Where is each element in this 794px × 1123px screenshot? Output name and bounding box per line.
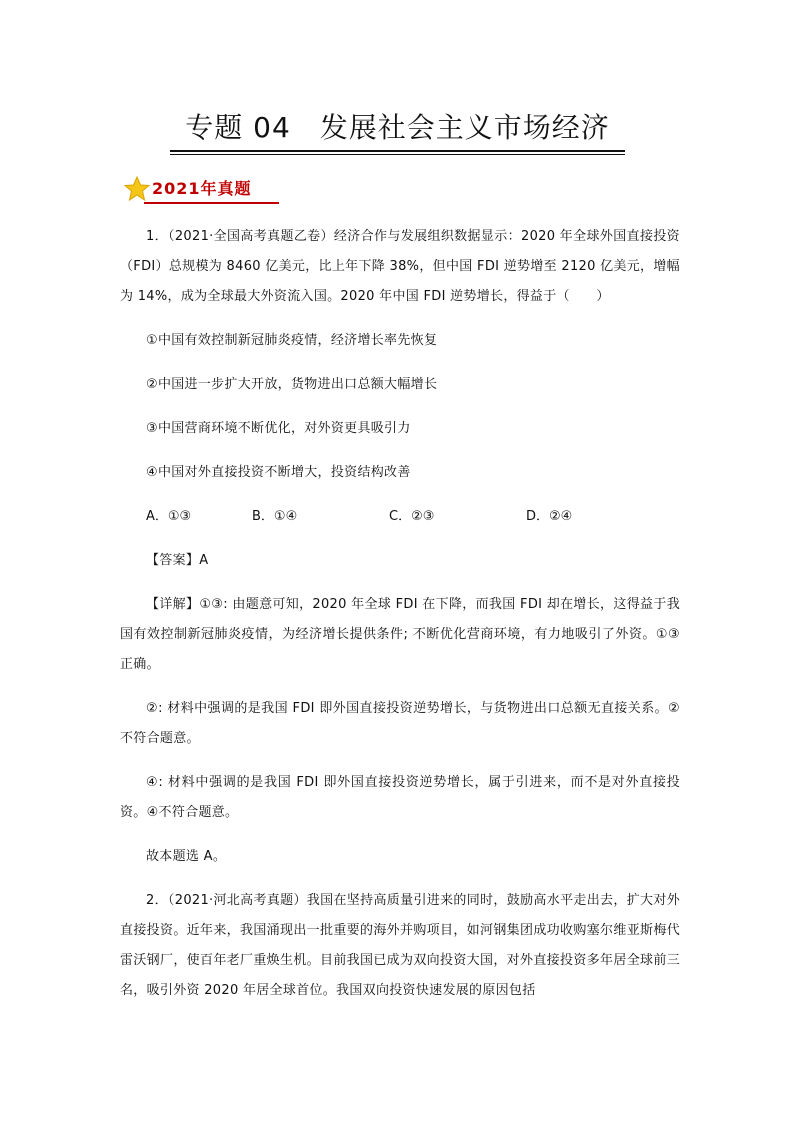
q1-detail-3: ④: 材料中强调的是我国 FDI 即外国直接投资逆势增长，属于引进来，而不是对外直接投资。④不符合题意。 — [120, 775, 680, 820]
page-title: 专题 04 发展社会主义市场经济 — [185, 111, 610, 144]
detail-label: 【详解】 — [146, 597, 200, 612]
q1-item-2: ②中国进一步扩大开放，货物进出口总额大幅增长 — [146, 377, 438, 392]
section-label: 2021年真题 — [152, 179, 252, 198]
title-underline — [170, 150, 625, 152]
q1-conclusion: 故本题选 A。 — [146, 849, 227, 864]
option-a: A．①③ — [146, 509, 192, 524]
option-c: C．②③ — [389, 509, 435, 524]
q1-options — [120, 502, 680, 532]
q1-item-3: ③中国营商环境不断优化，对外资更具吸引力 — [146, 421, 411, 436]
question-1-stem: 1．（2021·全国高考真题乙卷）经济合作与发展组织数据显示：2020 年全球外国直接投资（FDI）总规模为 8460 亿美元，比上年下降 38%，但中国 FDI 逆势增至 2120 亿美元，增幅为 14%，成为全球最大外资流入国。2020 年中国 FDI 逆势增长，得益于（ ） — [120, 229, 680, 304]
title-block — [170, 108, 625, 155]
content — [120, 222, 680, 1020]
option-d: D．②④ — [526, 509, 573, 524]
option-b: B．①④ — [252, 509, 298, 524]
q1-detail-2: ②: 材料中强调的是我国 FDI 即外国直接投资逆势增长，与货物进出口总额无直接关系。②不符合题意。 — [120, 701, 680, 746]
answer-label: 【答案】 — [146, 553, 200, 568]
title-underline-thin — [170, 154, 625, 155]
q1-item-4: ④中国对外直接投资不断增大，投资结构改善 — [146, 465, 411, 480]
section-underline — [144, 202, 279, 204]
q1-detail-1 — [120, 590, 680, 680]
q1-answer — [120, 546, 680, 576]
detail-text-1: ①③: 由题意可知，2020 年全球 FDI 在下降，而我国 FDI 却在增长，这得益于我国有效控制新冠肺炎疫情，为经济增长提供条件; 不断优化营商环境，有力地吸引了外资。①③正确。 — [120, 597, 680, 672]
star-icon — [124, 176, 150, 202]
q1-item-1: ①中国有效控制新冠肺炎疫情，经济增长率先恢复 — [146, 333, 438, 348]
answer-value: A — [199, 553, 209, 568]
question-2-stem: 2．（2021·河北高考真题）我国在坚持高质量引进来的同时，鼓励高水平走出去，扩大对外直接投资。近年来，我国涌现出一批重要的海外并购项目，如河钢集团成功收购塞尔维亚斯梅代雷沃钢厂，使百年老厂重焕生机。目前我国已成为双向投资大国，对外直接投资多年居全球前三名，吸引外资 2020 年居全球首位。我国双向投资快速发展的原因包括 — [120, 893, 680, 998]
